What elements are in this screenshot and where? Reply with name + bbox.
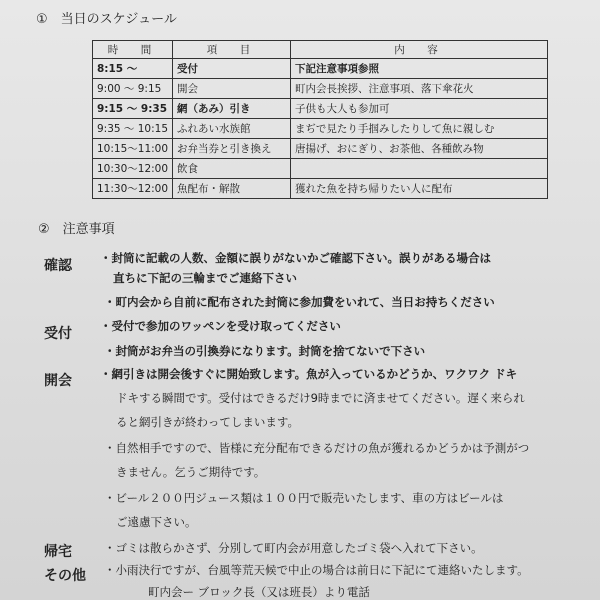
- table-row: [93, 179, 548, 199]
- note-line: きません。乞うご期待です。: [116, 465, 266, 479]
- category-return: 帰宅: [44, 544, 72, 560]
- note-line: 町内会ー ブロック長（又は班長）より電話: [148, 585, 370, 599]
- category-other: その他: [44, 568, 86, 584]
- row-time: 10:15～11:00: [93, 139, 173, 159]
- row-content: 唐揚げ、おにぎり、お茶他、各種飲み物: [291, 139, 548, 159]
- note-line: ドキする瞬間です。受付はできるだけ9時までに済ませてください。遅く来られ: [116, 391, 525, 405]
- category-opening: 開会: [44, 373, 72, 389]
- row-item: ふれあい水族館: [173, 119, 291, 139]
- row-time: 11:30～12:00: [93, 179, 173, 199]
- table-row: [93, 79, 548, 99]
- note-line: 直ちに下記の三輪までご連絡下さい: [113, 271, 297, 285]
- row-time: 9:35 ～ 10:15: [93, 119, 173, 139]
- table-row: [93, 139, 548, 159]
- row-content: まぢで見たり手掴みしたりして魚に親しむ: [291, 119, 548, 139]
- note-line: ・町内会から自前に配布された封筒に参加費をいれて、当日お持ちください: [104, 295, 495, 309]
- row-time: 10:30～12:00: [93, 159, 173, 179]
- row-content: 獲れた魚を持ち帰りたい人に配布: [291, 179, 548, 199]
- row-content: [291, 159, 548, 179]
- table-row: [93, 59, 548, 79]
- schedule-title: ① 当日のスケジュール: [36, 12, 177, 27]
- row-time: 8:15 ～: [93, 59, 173, 79]
- row-item: 網（あみ）引き: [173, 99, 291, 119]
- note-line: ・ゴミは散らかさず、分別して町内会が用意したゴミ袋へ入れて下さい。: [104, 541, 483, 555]
- category-reception: 受付: [44, 326, 72, 342]
- table-header-row: [93, 41, 548, 59]
- note-line: ・網引きは開会後すぐに開始致します。魚が入っているかどうか、ワクワク ドキ: [100, 367, 518, 381]
- table-row: [93, 119, 548, 139]
- row-content: 町内会長挨拶、注意事項、落下傘花火: [291, 79, 548, 99]
- row-content: 子供も大人も参加可: [291, 99, 548, 119]
- note-line: ・小雨決行ですが、台風等荒天候で中止の場合は前日に下記にて連絡いたします。: [104, 563, 529, 577]
- note-line: ・封筒に記載の人数、金額に誤りがないかご確認下さい。誤りがある場合は: [100, 251, 491, 265]
- note-line: ・ビール２００円ジュース類は１００円で販売いたします、車の方はビールは: [104, 491, 504, 505]
- table-row: [93, 159, 548, 179]
- note-line: ・封筒がお弁当の引換券になります。封筒を捨てないで下さい: [104, 344, 426, 358]
- row-content: 下記注意事項参照: [291, 59, 548, 79]
- header-time: 時 間: [93, 41, 173, 59]
- row-item: お弁当券と引き換え: [173, 139, 291, 159]
- header-content: 内 容: [291, 41, 548, 59]
- row-item: 魚配布・解散: [173, 179, 291, 199]
- category-confirm: 確認: [44, 258, 72, 274]
- note-line: ると網引きが終わってしまいます。: [116, 415, 299, 429]
- row-item: 開会: [173, 79, 291, 99]
- header-item: 項 目: [173, 41, 291, 59]
- row-item: 飲食: [173, 159, 291, 179]
- note-line: ・自然相手ですので、皆様に充分配布できるだけの魚が獲れるかどうかは予測がつ: [104, 441, 530, 455]
- row-time: 9:15 ～ 9:35: [93, 99, 173, 119]
- row-item: 受付: [173, 59, 291, 79]
- schedule-table: [92, 40, 548, 199]
- notes-title: ② 注意事項: [38, 222, 115, 237]
- note-line: ご遠慮下さい。: [116, 515, 197, 529]
- row-time: 9:00 ～ 9:15: [93, 79, 173, 99]
- table-row: [93, 99, 548, 119]
- note-line: ・受付で参加のワッペンを受け取ってください: [100, 319, 341, 333]
